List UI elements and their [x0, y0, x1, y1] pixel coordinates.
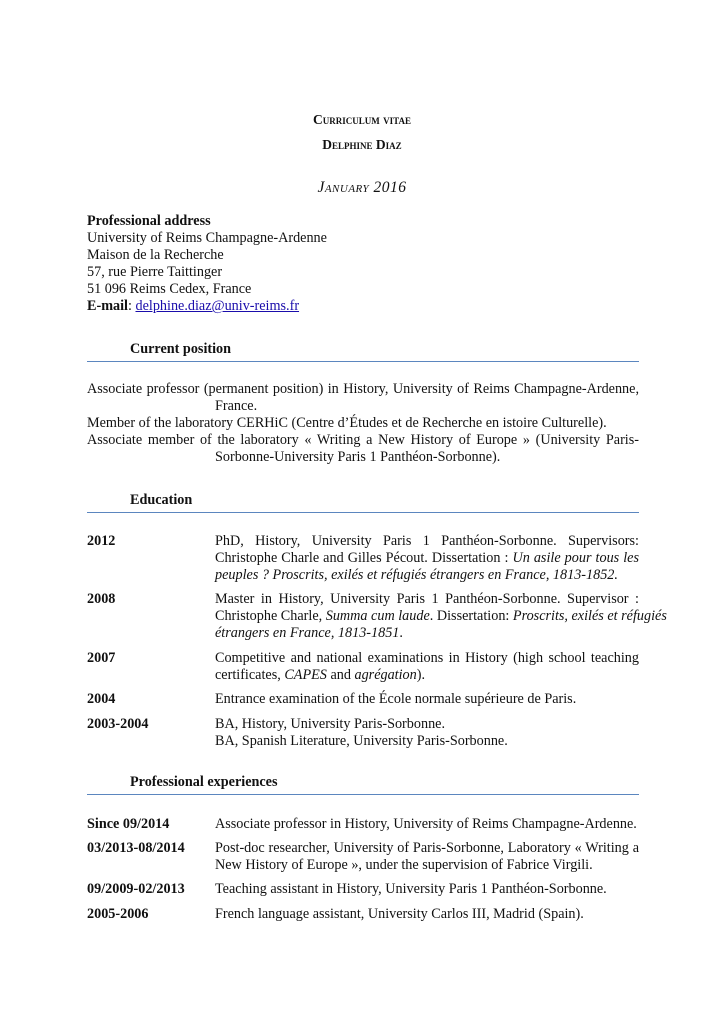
experience-period: Since 09/2014: [87, 816, 170, 832]
email-link[interactable]: delphine.diaz@univ-reims.fr: [135, 298, 300, 314]
author-name: Delphine Diaz: [322, 137, 402, 152]
position-item: Associate professor (permanent position) in History, University of Reims Champagne-Ardenne, France.: [87, 381, 639, 414]
experience-period: 03/2013-08/2014: [87, 840, 185, 856]
current-position-list: [87, 381, 639, 466]
education-year: 2008: [87, 591, 116, 607]
cv-page: Curriculum vitae Delphine Diaz January 2016 Professional address University of Reims Champagne-Ardenne Maison de la Recherche 57, rue Pierre Taittinger 51 096 Reims Cedex, France E-mail: delphine.diaz@univ-reims.fr Current position Associate professor (permanent position) in History, University of Reims Champagne-Ardenne, France. Member of the laboratory CERHiC (Centre d’Études et de Recherche en istoire Culturelle). Associate member of the laboratory « Writing a New History of Europe » (University Paris-Sorbonne-University Paris 1 Panthéon-Sorbonne). Education 2012 PhD, History, University Paris 1 Panthéon-Sorbonne. Supervisors: Christophe Charle and Gilles Pécout. Dissertation : Un asile pour tous les peuples ? Proscrits, exilés et réfugiés étrangers en France, 1813-1852. 2008 Master in History, University Paris 1 Panthéon-Sorbonne. Supervisor : Christophe Charle, Summa cum laude. Dissertation: Proscrits, exilés et réfugiés étrangers en France, 1813-1851. 2007 Competitive and national examinations in History (high school teaching certificates, CAPES and agrégation). 2004 Entrance examination of the École normale supérieure de Paris. 2003-2004 BA, History, University Paris-Sorbonne. BA, Spanish Literature, University Paris-Sorbonne. Professional experiences Since 09/2014 Associate professor in History, University of Reims Champagne-Ardenne. 03/2013-08/2014 Post-doc researcher, University of Paris-Sorbonne, Laboratory « Writing a New History of Europe », under the supervision of Fabrice Virgili. 09/2009-02/2013 Teaching assistant in History, University Paris 1 Panthéon-Sorbonne. 2005-2006 French language assistant, University Carlos III, Madrid (Spain).: [0, 0, 724, 1024]
address-line: University of Reims Champagne-Ardenne: [87, 230, 327, 246]
email-label: E-mail: [87, 298, 128, 314]
section-heading: Professional experiences: [130, 774, 278, 790]
address-heading: Professional address: [87, 213, 211, 229]
education-year: 2004: [87, 691, 116, 707]
email-line: E-mail: delphine.diaz@univ-reims.fr: [87, 298, 300, 314]
section-education: [87, 492, 639, 513]
section-heading: Current position: [130, 341, 232, 357]
section-current-position: [87, 341, 639, 362]
experience-period: 2005-2006: [87, 906, 149, 922]
education-year: 2007: [87, 650, 116, 666]
document-date: January 2016: [317, 179, 407, 196]
professional-address: [87, 213, 647, 315]
position-item: Associate member of the laboratory « Writing a New History of Europe » (University Paris-Sorbonne-University Paris 1 Panthéon-Sorbonne).: [87, 432, 639, 465]
section-professional-experiences: [87, 774, 639, 795]
section-heading: Education: [130, 492, 193, 508]
education-year: 2003-2004: [87, 716, 149, 732]
address-line: 51 096 Reims Cedex, France: [87, 281, 252, 297]
education-year: 2012: [87, 533, 116, 549]
address-line: 57, rue Pierre Taittinger: [87, 264, 223, 280]
experience-period: 09/2009-02/2013: [87, 881, 185, 897]
address-line: Maison de la Recherche: [87, 247, 224, 263]
document-title: Curriculum vitae: [313, 112, 411, 127]
position-item: Member of the laboratory CERHiC (Centre d’Études et de Recherche en istoire Culturelle).: [87, 415, 607, 431]
